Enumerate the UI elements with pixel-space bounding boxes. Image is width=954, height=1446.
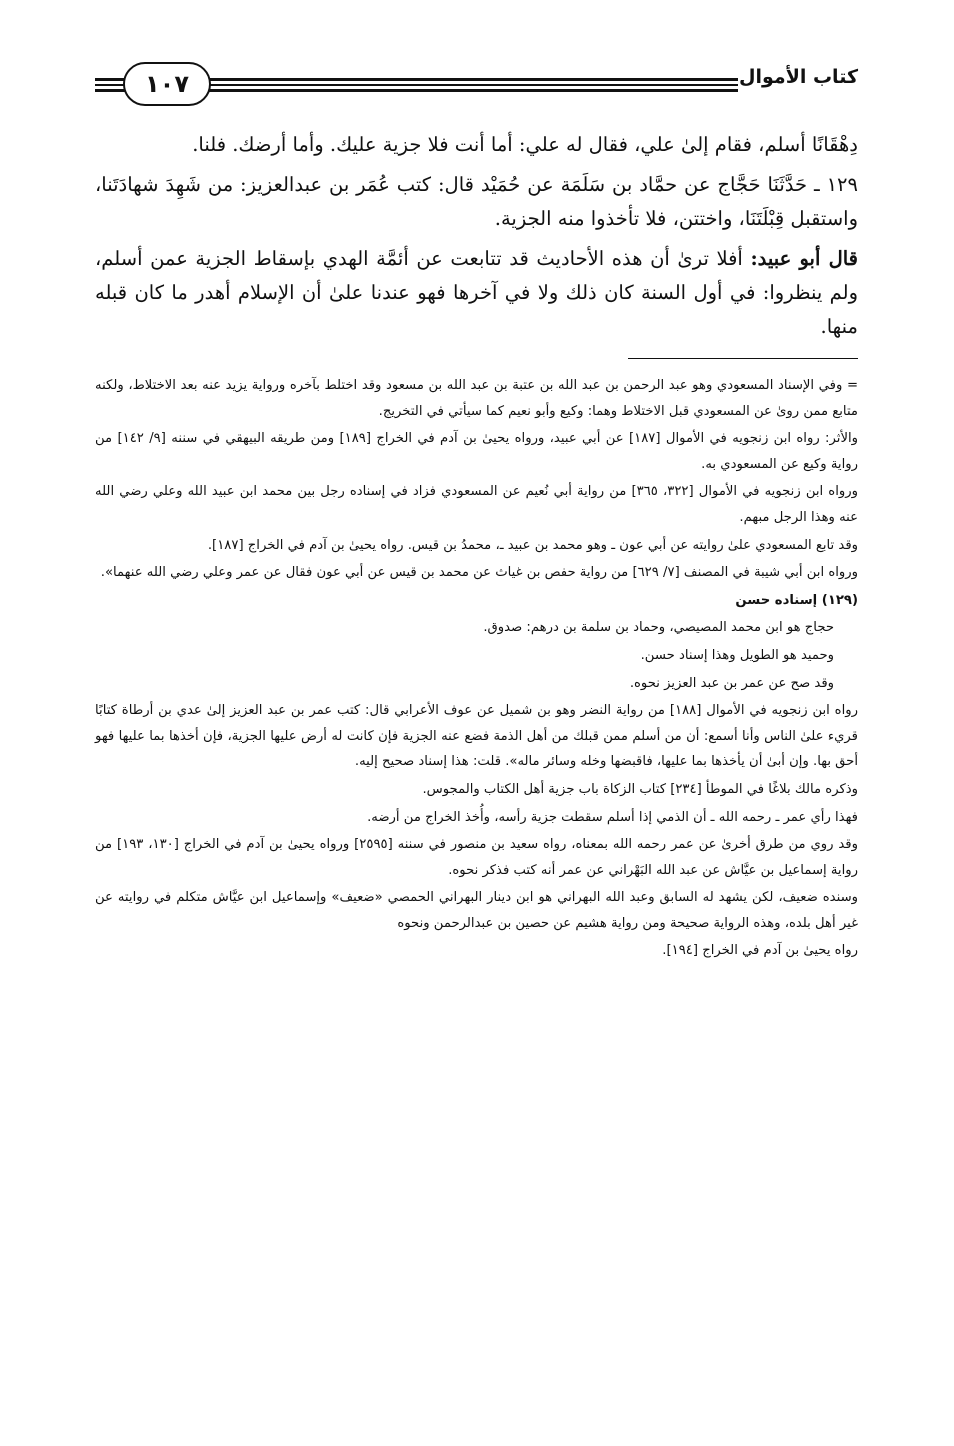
footnote-paragraph: وقد صح عن عمر بن عبد العزيز نحوه.: [629, 675, 834, 691]
page-number: ١٠٧: [123, 62, 211, 106]
footnote-paragraph: ورواه ابن زنجويه في الأموال [٣٢٢، ٣٦٥] من رواية أبي نُعيم عن المسعودي فزاد في إسناده رجل بين محمد ابن عبيد الله وعلي رضي الله عنه وهذا الرجل مبهم.: [95, 484, 858, 525]
book-title: كتاب الأموال: [739, 66, 858, 88]
comment-text: أفلا ترىٰ أن هذه الأحاديث قد تتابعت عن أئمَّة الهدي بإسقاط الجزية عمن أسلم، ولم ينظروا: في أول السنة كان ذلك ولا في آخرها فهو عندنا علىٰ أن الإسلام أهدر ما كان قبله منها.: [95, 247, 858, 338]
main-paragraph: دِهْقَانًا أسلم، فقام إلىٰ علي، فقال له علي: أما أنت فلا جزية عليك. وأما أرضك. فلنا.: [192, 133, 858, 156]
page-header: [95, 62, 858, 118]
footnotes: [95, 373, 858, 964]
footnote-paragraph: وحميد هو الطويل وهذا إسناد حسن.: [640, 647, 834, 663]
speaker-label: قال أبو عبيد:: [750, 247, 859, 270]
footnote-separator: [628, 358, 858, 359]
footnote-paragraph: فهذا رأي عمر ـ رحمه الله ـ أن الذمي إذا أسلم سقطت جزية رأسه، وأُخذ الخراج من أرضه.: [367, 809, 858, 825]
footnote-heading: (١٢٩) إسناده حسن: [735, 592, 858, 608]
footnote-paragraph: وقد روي من طرق أخرىٰ عن عمر رحمه الله بمعناه، رواه سعيد بن منصور في سننه [٢٥٩٥] ورواه يحيىٰ بن آدم في الخراج [١٣٠، ١٩٣] من رواية إسماعيل بن عيَّاش عن عبد الله البَهْراني عن عمر أنه كتب فذكر نحوه.: [95, 837, 858, 878]
hadith-129: ١٢٩ ـ حَدَّثَنَا حَجَّاج عن حمَّاد بن سَلَمَة عن حُمَيْد قال: كتب عُمَر بن عبدالعزيز: من شَهِدَ شهادَتَنا، واستقبل قِبْلَتَنَا، واختتن، فلا تأخذوا منه الجزية.: [95, 173, 858, 230]
footnote-paragraph: والأثر: رواه ابن زنجويه في الأموال [١٨٧] عن أبي عبيد، ورواه يحيىٰ بن آدم في الخراج [١٨٩] ومن طريقه البيهقي في سننه [٩/ ١٤٢] من رواية وكيع عن المسعودي به.: [95, 431, 859, 472]
footnote-paragraph: وسنده ضعيف، لكن يشهد له السابق وعبد الله البهراني هو ابن دينار البهراني الحمصي «ضعيف» وإسماعيل ابن عيَّاش متكلم في روايته عن غير أهل بلده، وهذه الرواية صحيحة ومن رواية هشيم عن حصين بن عبدالرحمن ونحوه: [95, 890, 858, 931]
footnote-paragraph: = وفي الإسناد المسعودي وهو عبد الرحمن بن عبد الله بن عتبة بن عبد الله بن مسعود وقد اختلط بآخره ورواية يزيد عنه بعد الاختلاط، ولكنه متابع ممن روىٰ عن المسعودي قبل الاختلاط وهما: وكيع وأبو نعيم كما سيأتي في التخريج.: [95, 378, 858, 419]
main-text: [95, 128, 858, 344]
footnote-paragraph: وذكره مالك بلاغًا في الموطأ [٢٣٤] كتاب الزكاة باب جزية أهل الكتاب والمجوس.: [422, 781, 858, 797]
footnote-paragraph: رواه ابن زنجويه في الأموال [١٨٨] من رواية النضر وهو بن شميل عن عوف الأعرابي قال: كتب عمر بن عبد العزيز إلىٰ عدي بن أرطاة كتابًا قريء علىٰ الناس وأنا أسمع: أن من أسلم ممن قبلك من أهل الذمة فضع عنه الجزية فإن كانت له أرض عليها الجزية، فإن أخذها بما عليها فهو أحق بها. وإن أبىٰ أن يأخذها بما عليها، فاقبضها وخله وسائر ماله». قلت: هذا إسناد صحيح إليه.: [95, 703, 858, 770]
footnote-paragraph: حجاج هو ابن محمد المصيصي، وحماد بن سلمة بن درهم: صدوق.: [483, 620, 834, 636]
abu-ubaid-comment: [95, 242, 858, 344]
footnote-paragraph: وقد تابع المسعودي علىٰ روايته عن أبي عون ـ وهو محمد بن عبيد ـ، محمدُ بن قيس. رواه يحيىٰ بن آدم في الخراج [١٨٧].: [207, 537, 858, 553]
footnote-paragraph: ورواه ابن أبي شيبة في المصنف [٧/ ٦٢٩] من رواية حفص بن غياث عن محمد بن قيس عن أبي عون فقال عن عمر وعلي رضي الله عنهما».: [100, 565, 858, 581]
book-page: [0, 62, 954, 1446]
footnote-paragraph: رواه يحيىٰ بن آدم في الخراج [١٩٤].: [662, 943, 858, 959]
